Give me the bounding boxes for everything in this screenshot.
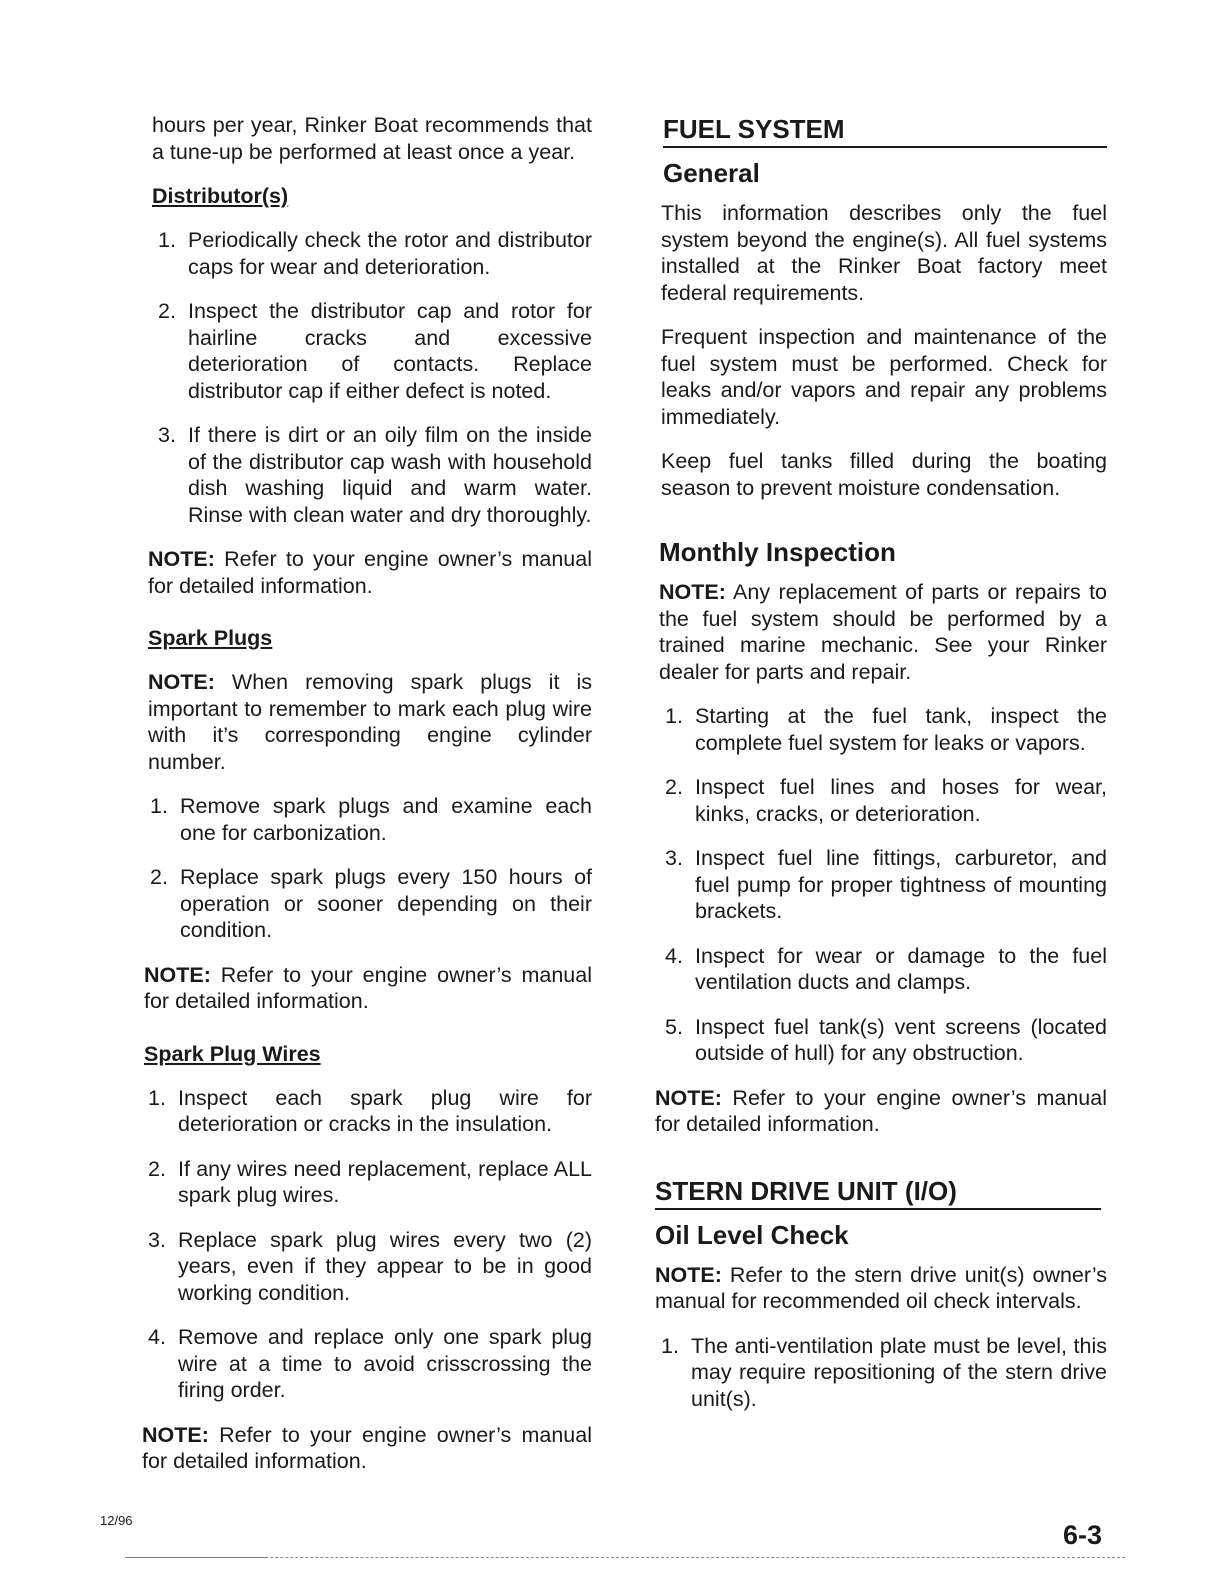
list-item: 3. Inspect fuel line fittings, carburetor, and fuel pump for proper tightness of mounting brackets. — [665, 846, 1107, 923]
page-number: 6-3 — [1062, 1520, 1102, 1550]
spark-plugs-pre-note: NOTE: When removing spark plugs it is important to remember to mark each plug wire with it’s corresponding engine cylinder number. — [148, 670, 592, 774]
note-label: NOTE: — [144, 962, 211, 987]
distributor-heading: Distributor(s) — [152, 184, 289, 208]
list-item: 1. Starting at the fuel tank, inspect the complete fuel system for leaks or vapors. — [665, 704, 1107, 755]
bottom-rule-accent — [125, 1557, 267, 1558]
list-item: 3. If there is dirt or an oily film on the inside of the distributor cap wash with household dish washing liquid and warm water. Rinse with clean water and dry thoroughly. — [158, 423, 592, 527]
spark-plug-wires-note: NOTE: Refer to your engine owner’s manual for detailed information. — [142, 1422, 592, 1473]
general-heading: General — [663, 158, 760, 188]
list-item: 2. Inspect the distributor cap and rotor for hairline cracks and excessive deterioration of contacts. Replace distributor cap if either defect is noted. — [158, 299, 592, 403]
intro-paragraph: hours per year, Rinker Boat recommends that a tune-up be performed at least once a year. — [152, 113, 592, 164]
general-paragraph-3: Keep fuel tanks filled during the boating season to prevent moisture condensation. — [661, 449, 1107, 500]
list-item: 1. The anti-ventilation plate must be level, this may require repositioning of the stern drive unit(s). — [661, 1333, 1107, 1411]
stern-drive-heading: STERN DRIVE UNIT (I/O) — [655, 1176, 1101, 1210]
note-label: NOTE: — [659, 580, 726, 604]
list-item: 2. Inspect fuel lines and hoses for wear, kinks, cracks, or deterioration. — [665, 775, 1107, 826]
monthly-inspection-heading: Monthly Inspection — [659, 537, 896, 567]
note-label: NOTE: — [142, 1422, 209, 1447]
general-paragraph-2: Frequent inspection and maintenance of the fuel system must be performed. Check for leaks and/or vapors and repair any problems immediately. — [661, 325, 1107, 429]
left-column — [140, 112, 592, 1475]
spark-plugs-note: NOTE: Refer to your engine owner’s manual for detailed information. — [144, 962, 592, 1013]
list-item: 4. Inspect for wear or damage to the fuel ventilation ducts and clamps. — [665, 943, 1107, 994]
distributor-note: NOTE: Refer to your engine owner’s manual for detailed information. — [148, 547, 592, 598]
spark-plugs-list — [144, 793, 592, 944]
general-paragraph-1: This information describes only the fuel system beyond the engine(s). All fuel systems installed at the Rinker Boat factory meet federal requirements. — [661, 201, 1107, 305]
oil-level-check-heading: Oil Level Check — [655, 1219, 849, 1250]
right-column — [655, 114, 1107, 1412]
spark-plug-wires-heading: Spark Plug Wires — [144, 1041, 321, 1066]
fuel-system-heading: FUEL SYSTEM — [663, 114, 1107, 148]
distributor-list — [152, 227, 592, 528]
monthly-inspection-list — [659, 703, 1107, 1067]
list-item: 1. Inspect each spark plug wire for deterioration or cracks in the insulation. — [148, 1085, 592, 1136]
list-item: 2. If any wires need replacement, replace ALL spark plug wires. — [148, 1156, 592, 1207]
oil-level-list — [655, 1333, 1107, 1413]
note-label: NOTE: — [148, 670, 215, 694]
note-label: NOTE: — [148, 547, 215, 571]
list-item: 3. Replace spark plug wires every two (2) years, even if they appear to be in good working condition. — [148, 1227, 592, 1305]
list-item: 4. Remove and replace only one spark plug wire at a time to avoid crisscrossing the firing order. — [148, 1325, 592, 1402]
fuel-system-note: NOTE: Refer to your engine owner’s manual for detailed information. — [655, 1085, 1107, 1136]
monthly-note: NOTE: Any replacement of parts or repairs to the fuel system should be performed by a trained marine mechanic. See your Rinker dealer for parts and repair. — [659, 580, 1107, 684]
bottom-rule — [125, 1557, 1125, 1558]
spark-plug-wires-list — [142, 1085, 592, 1404]
footer-date: 12/96 — [100, 1513, 133, 1528]
list-item: 1. Remove spark plugs and examine each one for carbonization. — [150, 794, 592, 845]
stern-drive-note: NOTE: Refer to the stern drive unit(s) owner’s manual for recommended oil check intervals. — [655, 1262, 1107, 1313]
spark-plugs-heading: Spark Plugs — [148, 626, 273, 650]
list-item: 5. Inspect fuel tank(s) vent screens (located outside of hull) for any obstruction. — [665, 1014, 1107, 1065]
list-item: 2. Replace spark plugs every 150 hours of operation or sooner depending on their condition. — [150, 865, 592, 942]
note-label: NOTE: — [655, 1262, 722, 1287]
note-label: NOTE: — [655, 1085, 722, 1110]
list-item: 1. Periodically check the rotor and distributor caps for wear and deterioration. — [158, 228, 592, 279]
